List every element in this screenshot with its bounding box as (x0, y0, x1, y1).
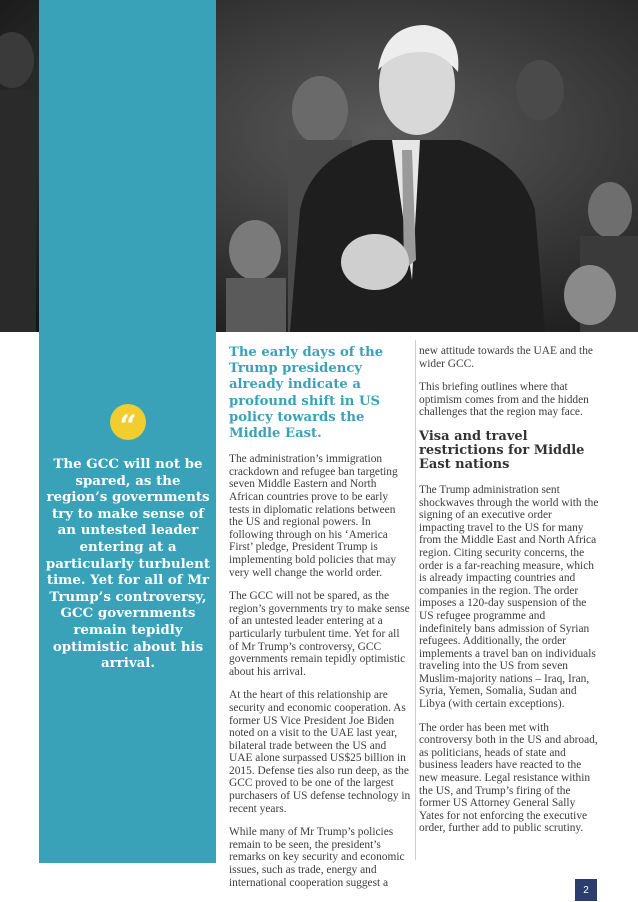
section-heading: Visa and travel restrictions for Middle East nations (419, 428, 585, 472)
article-column-2 (419, 345, 599, 846)
body-paragraph: The order has been met with controversy both in the US and abroad, as politicians, heads of state and business leaders have reacted to the new measure. Legal resistance within the US, and Trump’s firing of the former US Attorney General Sally Yates for not enforcing the executive order, further add to public scrutiny. (419, 721, 598, 835)
pull-quote: The GCC will not be spared, as the region’s governments try to make sense of an untested leader entering at a particularly turbulent time. Yet for all of Mr Trump’s controversy, GCC governments remain tepidly optimistic about his arrival. (45, 456, 211, 672)
column-divider (415, 340, 416, 860)
body-paragraph: This briefing outlines where that optimism comes from and the hidden challenges that the region may face. (419, 381, 589, 419)
body-paragraph: At the heart of this relationship are security and economic cooperation. As former US Vice President Joe Biden noted on a visit to the UAE last year, bilateral trade between the US and UAE alone surpassed US$25 billion in 2015. Defense ties also run deep, as the GCC proved to be one of the largest purchasers of US defense technology in recent years. (229, 689, 411, 815)
body-paragraph: The administration’s immigration crackdown and refugee ban targeting seven Middle Eastern and North African countries prove to be early tests in diplomatic relations between the US and regional powers. In following through on his ‘America First’ pledge, President Trump is implementing bold policies that may very well change the world order. (229, 453, 398, 579)
body-paragraph: new attitude towards the UAE and the wider GCC. (419, 345, 593, 370)
quote-mark-icon: “ (110, 404, 146, 440)
body-paragraph: The GCC will not be spared, as the region’s governments try to make sense of an untested leader entering at a particularly turbulent time. Yet for all of Mr Trump’s controversy, GCC governments remain tepidly optimistic about his arrival. (229, 590, 410, 678)
body-paragraph: The Trump administration sent shockwaves through the world with the signing of an executive order impacting travel to the US for many from the Middle East and North Africa region. Citing security concerns, the order is a far-reaching measure, which is already impacting countries and companies in the region. The order imposes a 120-day suspension of the US refugee programme and indefinitely bans admission of Syrian refugees. Additionally, the order implements a travel ban on individuals traveling into the US from seven Muslim-majority nations – Iraq, Iran, Syria, Yemen, Somalia, Sudan and Libya (with certain exceptions). (419, 483, 599, 711)
article-column-1 (229, 345, 411, 900)
page-number: 2 (575, 879, 597, 901)
lead-paragraph: The early days of the Trump presidency already indicate a profound shift in US policy towards the Middle East. (229, 345, 384, 442)
body-paragraph: While many of Mr Trump’s policies remain to be seen, the president’s remarks on key security and economic issues, such as trade, energy and international cooperation suggest a (229, 826, 405, 889)
